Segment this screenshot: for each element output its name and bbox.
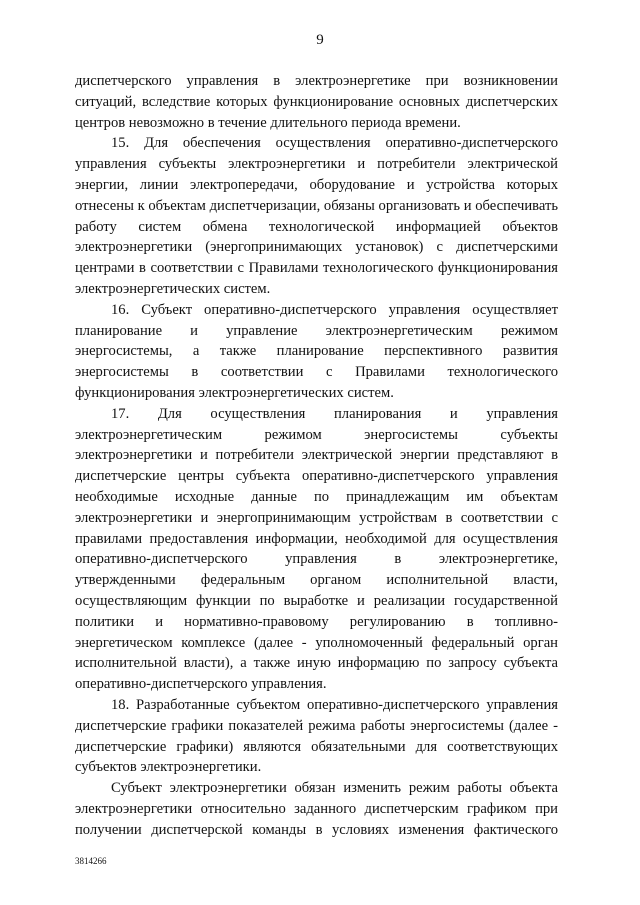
page-number: 9 bbox=[316, 32, 324, 48]
paragraph-18: 18. Разработанные субъектом оперативно-диспетчерского управления диспетчерские графики показателей режима работы энергосистемы (далее - диспетчерские графики) являются обязательными для соответствующих субъектов электроэнергетики. bbox=[75, 696, 558, 776]
paragraph-16: 16. Субъект оперативно-диспетчерского управления осуществляет планирование и управление электроэнергетическим режимом энергосистемы, а также планирование перспективного развития энергосистемы в соответствии с Правилами технологического функционирования электроэнергетических систем. bbox=[75, 301, 558, 401]
document-code: 3814266 bbox=[75, 856, 107, 866]
paragraph-18-continued: Субъект электроэнергетики обязан изменить режим работы объекта электроэнергетики относительно заданного диспетчерским графиком при получении диспетчерской команды в условиях изменения фактического bbox=[75, 780, 558, 838]
paragraph-continuation: диспетчерского управления в электроэнергетике при возникновении ситуаций, вследствие которых функционирование основных диспетчерских центров невозможно в течение длительного периода времени. bbox=[75, 73, 558, 131]
paragraph-17: 17. Для осуществления планирования и управления электроэнергетическим режимом энергосистемы субъекты электроэнергетики и потребители электрической энергии представляют в диспетчерские центры субъекта оперативно-диспетчерского управления необходимые исходные данные по принадлежащим им объектам электроэнергетики и энергопринимающим устройствам в соответствии с правилами предоставления информации, необходимой для осуществления оперативно-диспетчерского управления в электроэнергетике, утвержденными федеральным органом исполнительной власти, осуществляющим функции по выработке и реализации государственной политики и нормативно-правовому регулированию в топливно-энергетическом комплексе (далее - уполномоченный федеральный орган исполнительной власти), а также иную информацию по запросу субъекта оперативно-диспетчерского управления. bbox=[75, 405, 558, 693]
paragraph-15: 15. Для обеспечения осуществления оперативно-диспетчерского управления субъекты электроэнергетики и потребители электрической энергии, линии электропередачи, оборудование и устройства которых отнесены к объектам диспетчеризации, обязаны организовать и обеспечивать работу систем обмена технологической информацией объектов электроэнергетики (энергопринимающих установок) с диспетчерскими центрами в соответствии с Правилами технологического функционирования электроэнергетических систем. bbox=[75, 135, 558, 297]
document-body bbox=[75, 71, 558, 840]
